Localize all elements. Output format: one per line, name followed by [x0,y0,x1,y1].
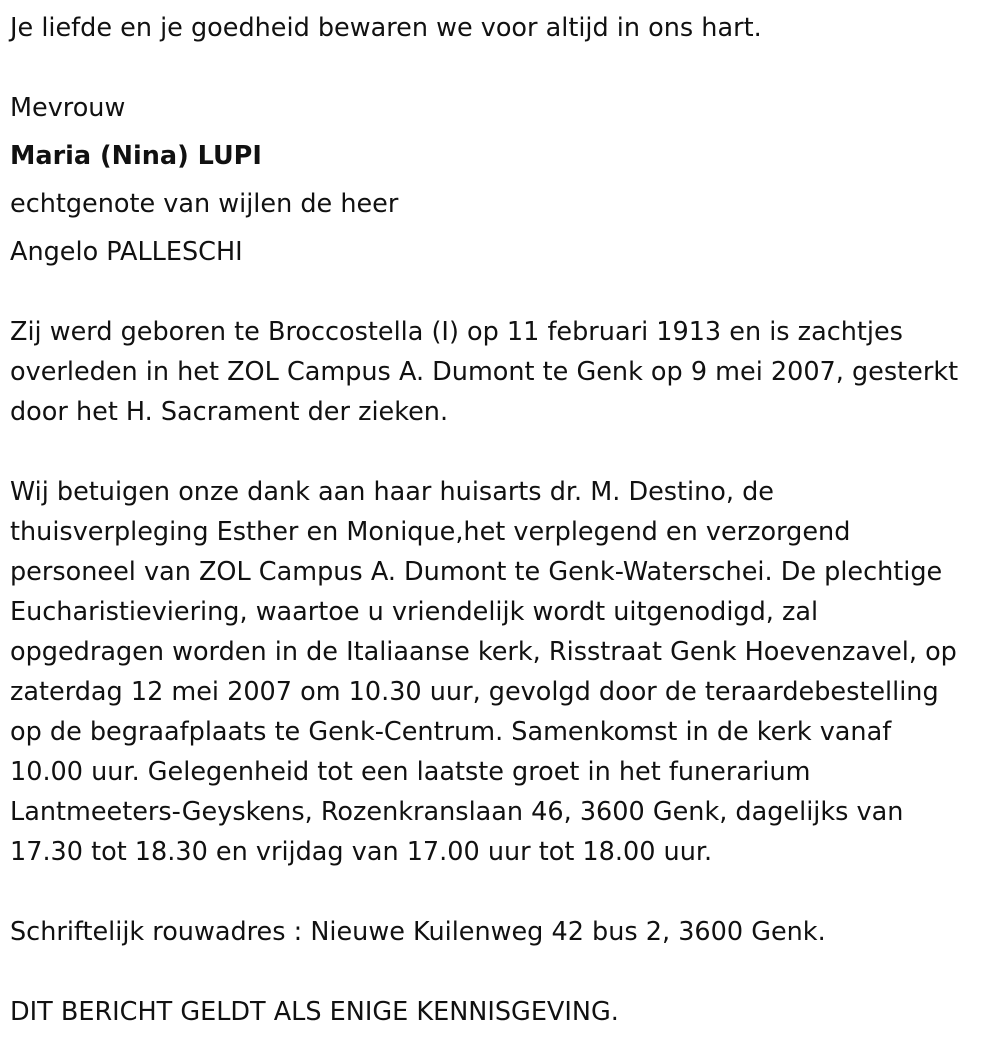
motto-text: Je liefde en je goedheid bewaren we voor altijd in ons hart. [10,13,762,43]
address-line: Schriftelijk rouwadres : Nieuwe Kuilenweg 42 bus 2, 3600 Genk. [10,917,826,947]
spouse-name: Angelo PALLESCHI [10,237,243,267]
notice-line: DIT BERICHT GELDT ALS ENIGE KENNISGEVING. [10,997,619,1027]
paragraph-line: 17.30 tot 18.30 en vrijdag van 17.00 uur tot 18.00 uur. [10,837,713,867]
spacer [10,432,995,472]
spacer [10,872,995,912]
paragraph-line: personeel van ZOL Campus A. Dumont te Genk-Waterschei. De plechtige [10,557,943,587]
paragraph-line: overleden in het ZOL Campus A. Dumont te Genk op 9 mei 2007, gesterkt [10,357,959,387]
deceased-name: Maria (Nina) LUPI [10,141,262,171]
spacer [10,272,995,312]
paragraph-line: door het H. Sacrament der zieken. [10,397,449,427]
paragraph-line: zaterdag 12 mei 2007 om 10.30 uur, gevolgd door de teraardebestelling [10,677,939,707]
paragraph-line: Zij werd geboren te Broccostella (I) op 11 februari 1913 en is zachtjes [10,317,903,347]
paragraph-line: Eucharistieviering, waartoe u vriendelijk wordt uitgenodigd, zal [10,597,819,627]
paragraph-line: 10.00 uur. Gelegenheid tot een laatste groet in het funerarium [10,757,811,787]
paragraph-line: opgedragen worden in de Italiaanse kerk, Risstraat Genk Hoevenzavel, op [10,637,957,667]
birth-paragraph [10,312,995,432]
relation-line: echtgenote van wijlen de heer [10,189,399,219]
salutation: Mevrouw [10,93,126,123]
spacer [10,952,995,992]
thanks-paragraph [10,472,995,872]
spacer [10,48,995,88]
paragraph-line: op de begraafplaats te Genk-Centrum. Samenkomst in de kerk vanaf [10,717,892,747]
death-notice [10,8,995,1032]
paragraph-line: thuisverpleging Esther en Monique,het verplegend en verzorgend [10,517,851,547]
paragraph-line: Wij betuigen onze dank aan haar huisarts dr. M. Destino, de [10,477,774,507]
paragraph-line: Lantmeeters-Geyskens, Rozenkranslaan 46, 3600 Genk, dagelijks van [10,797,904,827]
